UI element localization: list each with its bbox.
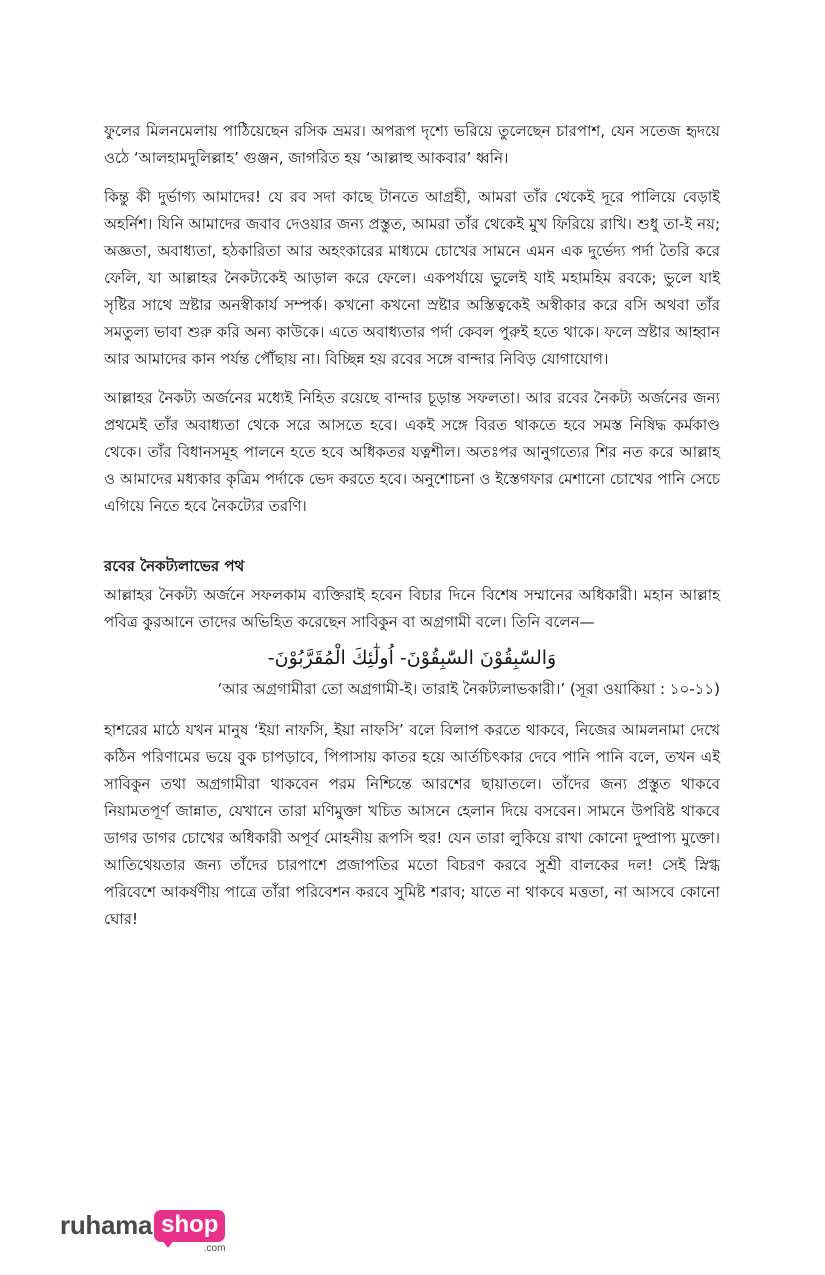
section-heading: রবের নৈকট্যলাভের পথ <box>104 557 245 575</box>
book-page <box>104 118 720 945</box>
logo-badge-tail <box>162 1240 174 1248</box>
paragraph-1: ফুলের মিলনমেলায় পাঠিয়েছেন রসিক ভ্রমর। অপরূপ দৃশ্যে ভরিয়ে তুলেছেন চারপাশ, যেন সতেজ হৃদয়ে ওঠে ‘আলহামদুলিল্লাহ’ গুঞ্জন, জাগরিত হয় ‘আল্লাহু আকবার’ ধ্বনি। <box>104 122 720 167</box>
logo-shop-badge <box>154 1208 226 1254</box>
section-body: হাশরের মাঠে যখন মানুষ ‘ইয়া নাফসি, ইয়া নাফসি’ বলে বিলাপ করতে থাকবে, নিজের আমলনামা দেখে কঠিন পরিণামের ভয়ে বুক চাপড়াবে, পিপাসায় কাতর হয়ে আর্তচিৎকার দেবে পানি পানি বলে, তখন এই সাবিকুন তথা অগ্রগামীরা থাকবেন পরম নিশ্চিন্তে আরশের ছায়াতলে। তাঁদের জন্য প্রস্তুত থাকবে নিয়ামতপূর্ণ জান্নাত, যেখানে তারা মণিমুক্তা খচিত আসনে হেলান দিয়ে বসবেন। সামনে উপবিষ্ট থাকবে ডাগর ডাগর চোখের অধিকারী অপূর্ব মোহনীয় রূপসি হুর! যেন তারা লুকিয়ে রাখা কোনো দুষ্প্রাপ্য মুক্তো। আতিথেয়তার জন্য তাঁদের চারপাশে প্রজাপতির মতো বিচরণ করবে সুশ্রী বালকের দল! সেই স্নিগ্ধ পরিবেশে আকর্ষণীয় পাত্রে তাঁরা পরিবেশন করবে সুমিষ্ট শরাব; যাতে না থাকবে মত্ততা, না আসবে কোনো ঘোর! <box>104 721 720 928</box>
ruhama-shop-logo <box>60 1208 225 1258</box>
verse-translation: ‘আর অগ্রগামীরা তো অগ্রগামী-ই। তারাই নৈকট্যলাভকারী।’ (সূরা ওয়াকিয়া : ১০-১১) <box>217 680 720 698</box>
paragraph-2: কিন্তু কী দুর্ভাগ্য আমাদের! যে রব সদা কাছে টানতে আগ্রহী, আমরা তাঁর থেকেই দূরে পালিয়ে বেড়াই অহর্নিশ। যিনি আমাদের জবাব দেওয়ার জন্য প্রস্তুত, আমরা তাঁর থেকেই মুখ ফিরিয়ে রাখি। শুধু তা-ই নয়; অজ্ঞতা, অবাধ্যতা, হঠকারিতা আর অহংকারের মাধ্যমে চোখের সামনে এমন এক দুর্ভেদ্য পর্দা তৈরি করে ফেলি, যা আল্লাহর নৈকট্যকেই আড়াল করে ফেলে। একপর্যায়ে ভুলেই যাই মহামহিম রবকে; ভুলে যাই সৃষ্টির সাথে স্রষ্টার অনস্বীকার্য সম্পর্ক। কখনো কখনো স্রষ্টার অস্তিত্বকেই অস্বীকার করে বসি অথবা তাঁর সমতুল্য ভাবা শুরু করি অন্য কাউকে। এতে অবাধ্যতার পর্দা কেবল পুরুই হতে থাকে। ফলে স্রষ্টার আহ্বান আর আমাদের কান পর্যন্ত পৌঁছায় না। বিচ্ছিন্ন হয় রবের সঙ্গে বান্দার নিবিড় যোগাযোগ। <box>104 188 720 368</box>
arabic-verse: وَالسّٰبِقُوْنَ السّٰبِقُوْنَ- اُولٰٓئِكَ الْمُقَرَّبُوْنَ- <box>267 647 557 669</box>
paragraph-3: আল্লাহর নৈকট্য অর্জনের মধ্যেই নিহিত রয়েছে বান্দার চূড়ান্ত সফলতা। আর রবের নৈকট্য অর্জনের জন্য প্রথমেই তাঁর অবাধ্যতা থেকে সরে আসতে হবে। একই সঙ্গে বিরত থাকতে হবে সমস্ত নিষিদ্ধ কর্মকাণ্ড থেকে। তাঁর বিধানসমূহ পালনে হতে হবে অধিকতর যত্নশীল। অতঃপর আনুগত্যের শির নত করে আল্লাহ ও আমাদের মধ্যকার কৃত্রিম পর্দাকে ভেদ করতে হবে। অনুশোচনা ও ইস্তেগফার মেশানো চোখের পানি সেচে এগিয়ে নিতে হবে নৈকট্যের তরণি। <box>104 389 720 515</box>
logo-word: ruhama <box>60 1210 153 1240</box>
section-intro: আল্লাহর নৈকট্য অর্জনে সফলকাম ব্যক্তিরাই হবেন বিচার দিনে বিশেষ সম্মানের অধিকারী। মহান আল্লাহ পবিত্র কুরআনে তাদের অভিহিত করেছেন সাবিকুন বা অগ্রগামী বলে। তিনি বলেন— <box>104 586 720 631</box>
logo-dotcom: .com <box>203 1243 226 1254</box>
logo-shop-text: shop <box>154 1210 225 1242</box>
